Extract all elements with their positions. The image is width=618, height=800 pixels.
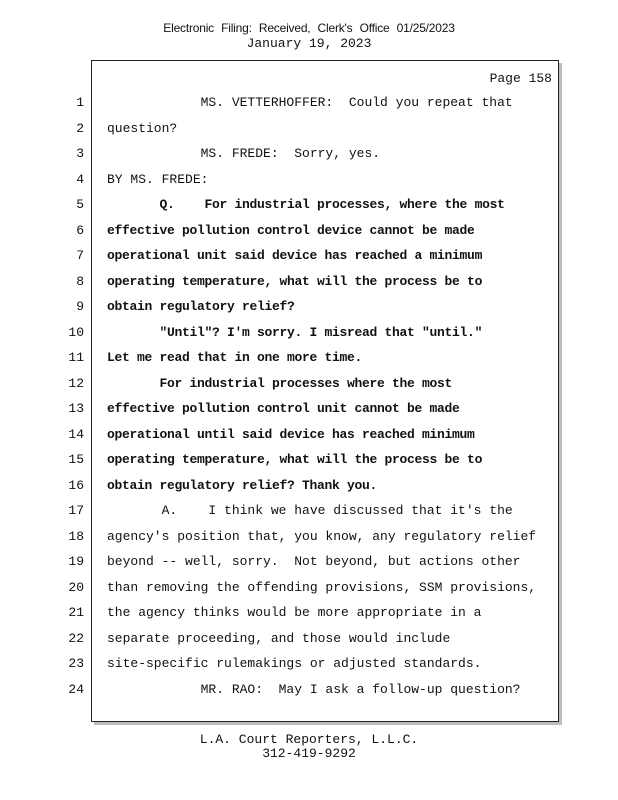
transcript-date: January 19, 2023	[246, 36, 372, 51]
line-number: 21	[68, 605, 84, 620]
line-number: 18	[68, 528, 84, 544]
transcript-line	[0, 447, 618, 472]
transcript-line	[0, 116, 618, 141]
line-number: 16	[68, 477, 84, 493]
line-number: 1	[76, 95, 84, 110]
transcript-line	[0, 677, 618, 702]
transcript-line	[0, 422, 618, 447]
line-text: A. I think we have discussed that it's the	[107, 503, 513, 518]
line-number: 6	[76, 222, 84, 238]
line-text: obtain regulatory relief?	[107, 299, 295, 314]
line-number: 19	[68, 554, 84, 569]
transcript-line	[0, 294, 618, 319]
line-number: 23	[68, 656, 84, 671]
transcript-line	[0, 600, 618, 625]
transcript-line	[0, 396, 618, 421]
line-text: operating temperature, what will the process be to	[107, 273, 483, 289]
line-number: 12	[68, 375, 84, 391]
transcript-line	[0, 269, 618, 294]
reporter-phone: 312-419-9292	[262, 746, 356, 761]
line-text: operational until said device has reached minimum	[107, 426, 475, 442]
transcript-line	[0, 473, 618, 498]
line-text: beyond -- well, sorry. Not beyond, but actions other	[107, 554, 521, 569]
line-text: MS. VETTERHOFFER: Could you repeat that	[107, 95, 513, 110]
line-text: effective pollution control unit cannot be made	[107, 401, 460, 416]
line-number: 14	[68, 426, 84, 442]
line-number: 5	[76, 197, 84, 212]
transcript-line	[0, 575, 618, 600]
line-text: "Until"? I'm sorry. I misread that "until."	[107, 324, 483, 340]
transcript-line	[0, 651, 618, 676]
filing-stamp: Electronic Filing: Received, Clerk's Office 01/25/2023	[163, 21, 455, 35]
transcript-line	[0, 243, 618, 268]
transcript-line	[0, 345, 618, 370]
reporter-company: L.A. Court Reporters, L.L.C.	[199, 732, 419, 747]
transcript-line	[0, 167, 618, 192]
line-text: effective pollution control device cannot be made	[107, 222, 475, 238]
transcript-line	[0, 320, 618, 345]
transcript-line	[0, 90, 618, 115]
line-text: the agency thinks would be more appropriate in a	[107, 605, 482, 620]
line-text: operational unit said device has reached a minimum	[107, 248, 483, 263]
line-number: 2	[76, 120, 84, 136]
line-number: 11	[68, 350, 84, 365]
transcript-line	[0, 141, 618, 166]
line-number: 10	[68, 324, 84, 340]
line-number: 20	[68, 579, 84, 595]
transcript-line	[0, 371, 618, 396]
line-number: 9	[76, 299, 84, 314]
line-text: Let me read that in one more time.	[107, 350, 363, 365]
line-text: question?	[107, 120, 178, 136]
line-number: 4	[76, 171, 84, 187]
line-text: MR. RAO: May I ask a follow-up question?	[107, 681, 521, 697]
line-number: 24	[68, 681, 84, 697]
line-text: obtain regulatory relief? Thank you.	[107, 477, 378, 493]
line-number: 3	[76, 146, 84, 161]
transcript-line	[0, 498, 618, 523]
line-number: 17	[68, 503, 84, 518]
line-text: than removing the offending provisions, SSM provisions,	[107, 579, 537, 595]
page-number: Page 158	[489, 71, 552, 86]
line-text: MS. FREDE: Sorry, yes.	[107, 146, 381, 161]
line-text: site-specific rulemakings or adjusted standards.	[107, 656, 482, 671]
line-text: operating temperature, what will the process be to	[107, 452, 483, 467]
transcript-line	[0, 218, 618, 243]
line-number: 7	[76, 248, 84, 263]
line-number: 8	[76, 273, 84, 289]
line-number: 15	[68, 452, 84, 467]
line-number: 13	[68, 401, 84, 416]
transcript-line	[0, 549, 618, 574]
line-number: 22	[68, 630, 84, 646]
line-text: For industrial processes where the most	[107, 375, 453, 391]
transcript-line	[0, 626, 618, 651]
transcript-line	[0, 192, 618, 217]
transcript-line	[0, 524, 618, 549]
line-text: Q. For industrial processes, where the most	[107, 197, 505, 212]
line-text: BY MS. FREDE:	[107, 171, 209, 187]
line-text: separate proceeding, and those would include	[107, 630, 451, 646]
line-text: agency's position that, you know, any regulatory relief	[107, 528, 537, 544]
footer	[0, 733, 618, 761]
